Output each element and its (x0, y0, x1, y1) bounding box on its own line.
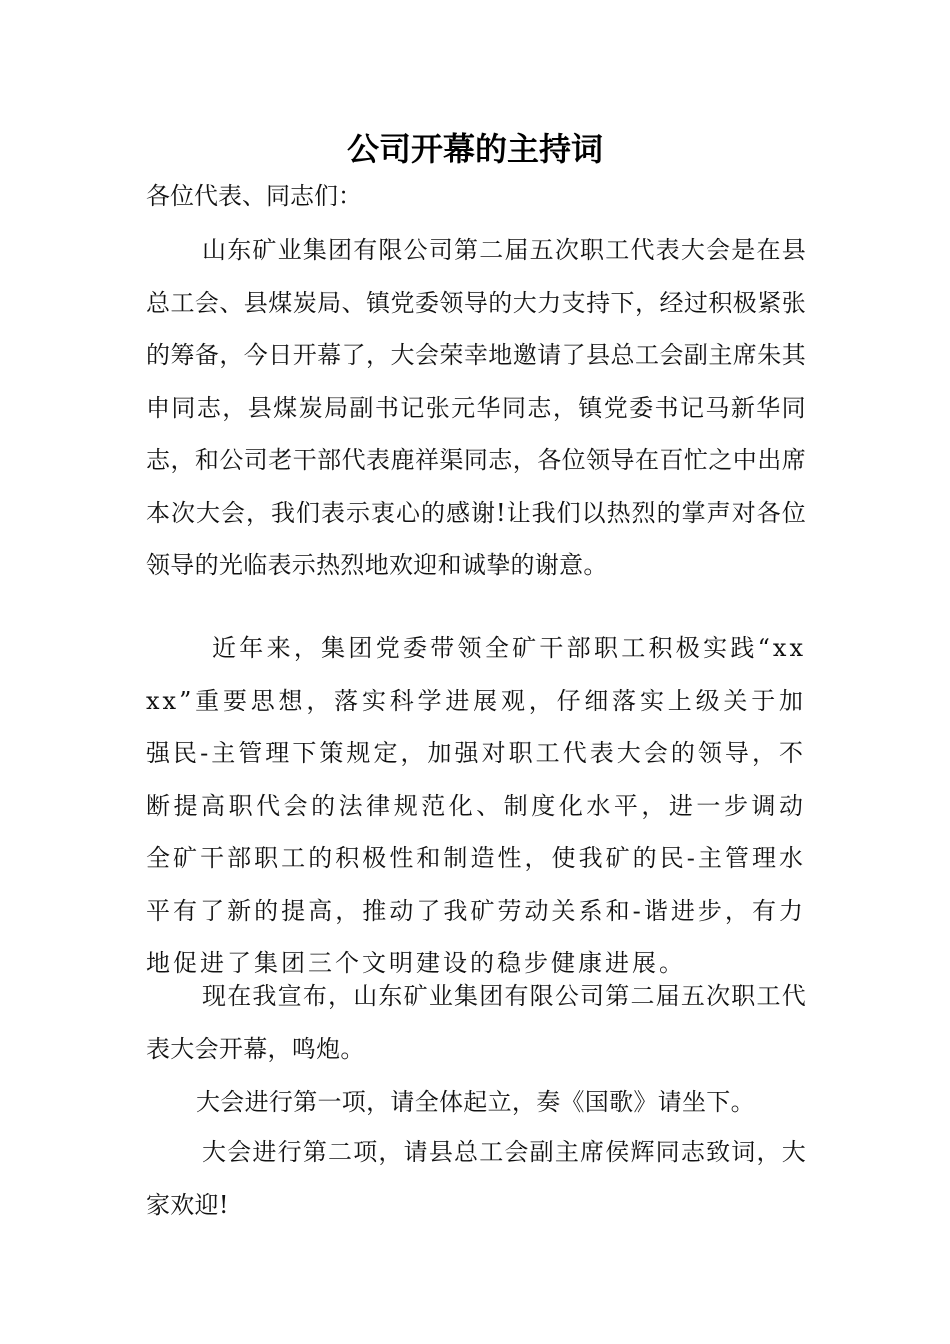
paragraph-agenda-item-2: 大会进行第二项，请县总工会副主席侯辉同志致词，大家欢迎! (146, 1138, 806, 1219)
paragraph-opening: 山东矿业集团有限公司第二届五次职工代表大会是在县总工会、县煤炭局、镇党委领导的大力支持下，经过积极紧张的筹备，今日开幕了，大会荣幸地邀请了县总工会副主席朱其申同志，县煤炭局副书记张元华同志，镇党委书记马新华同志，和公司老干部代表鹿祥渠同志，各位领导在百忙之中出席本次大会，我们表示衷心的感谢!让我们以热烈的掌声对各位领导的光临表示热烈地欢迎和诚挚的谢意。 (146, 236, 806, 579)
document-title: 公司开幕的主持词 (346, 130, 603, 168)
salutation: 各位代表、同志们： (146, 182, 362, 210)
paragraph-declaration: 现在我宣布，山东矿业集团有限公司第二届五次职工代表大会开幕，鸣炮。 (146, 982, 806, 1063)
paragraph-achievements: 近年来，集团党委带领全矿干部职工积极实践“xxxx”重要思想，落实科学进展观，仔细落实上级关于加强民-主管理下策规定，加强对职工代表大会的领导，不断提高职代会的法律规范化、制度化水平，进一步调动全矿干部职工的积极性和制造性，使我矿的民-主管理水平有了新的提高，推动了我矿劳动关系和-谐进步，有力地促进了集团三个文明建设的稳步健康进展。 (146, 634, 806, 977)
paragraph-agenda-item-1: 大会进行第一项，请全体起立，奏《国歌》请坐下。 (196, 1088, 755, 1116)
